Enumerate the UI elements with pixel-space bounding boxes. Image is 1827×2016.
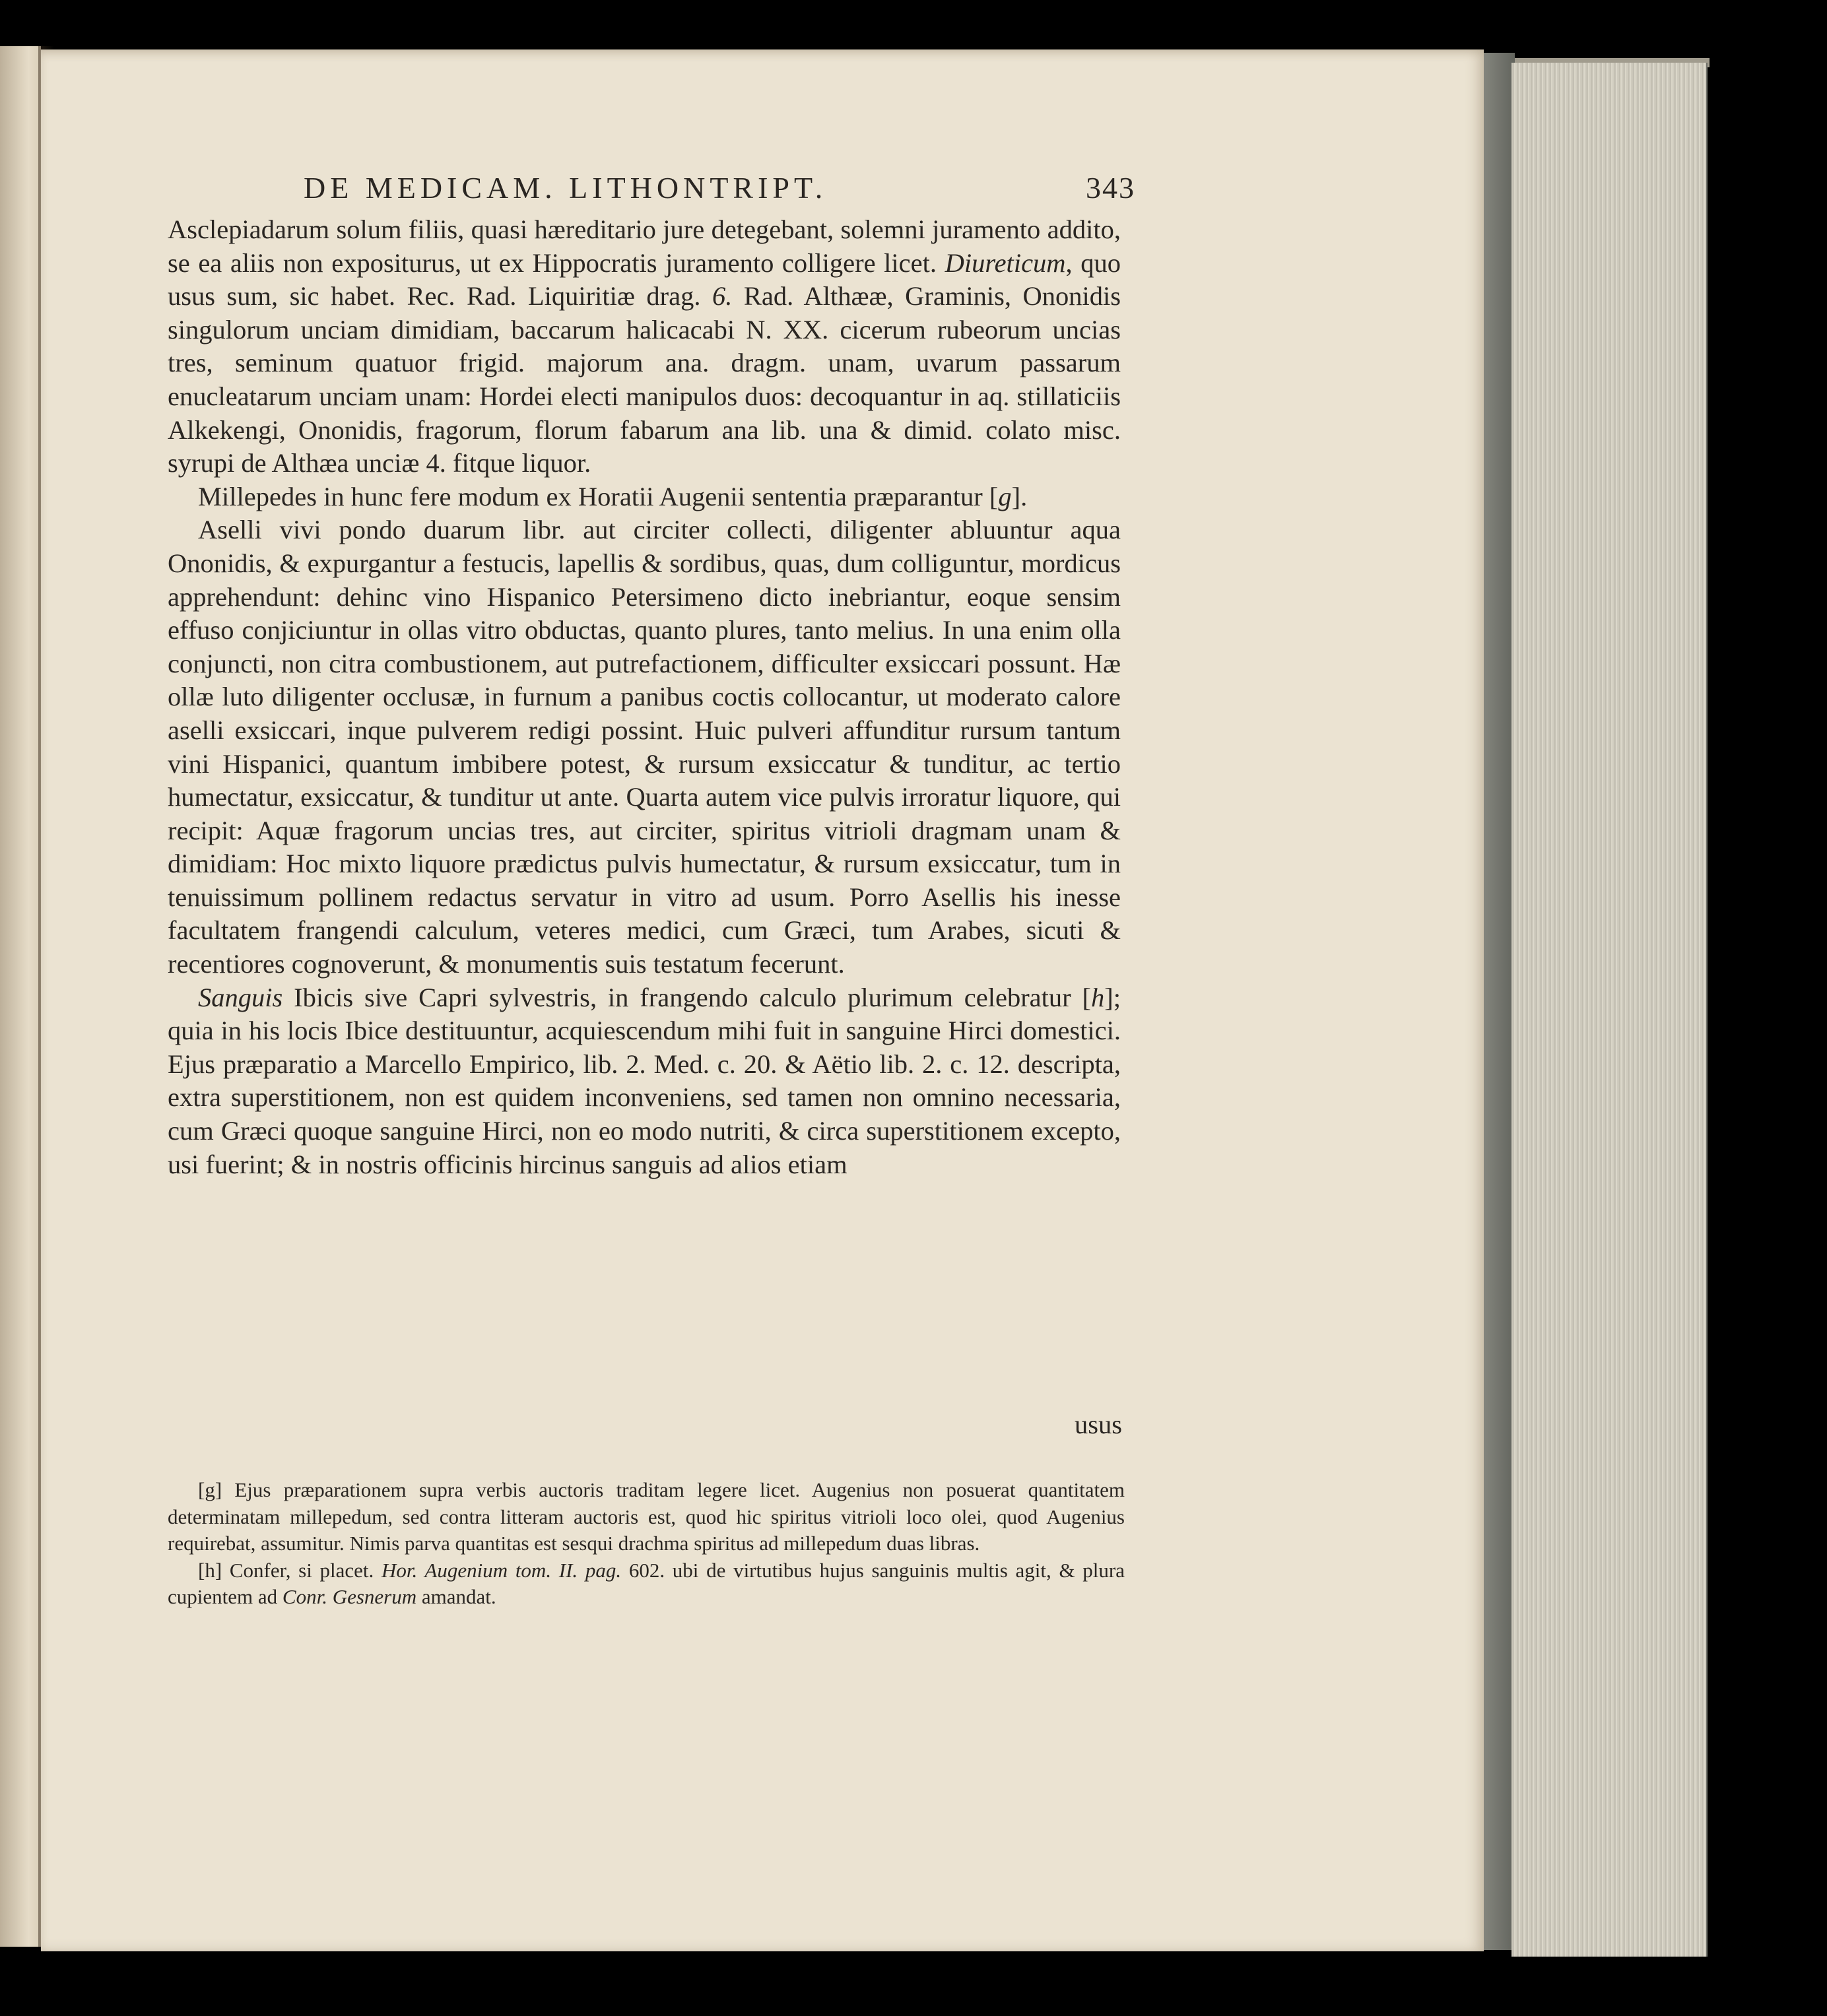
main-text xyxy=(168,213,1121,1181)
footnote-text: [g] Ejus præparationem supra verbis auctoris traditam legere licet. Augenius non posuerat quantitatem determinatam millepedum, sed contra litteram auctoris est, quod hic spiritus vitrioli loco olei, quod Augenius requirebat, assumitur. Nimis parva quantitas est sesqui drachma spiritus ad millepedum duas libras. xyxy=(168,1478,1125,1555)
text-run-italic: Sanguis xyxy=(198,982,283,1012)
footnote xyxy=(168,1477,1125,1557)
text-run: , quo usus sum, sic habet. Rec. Rad. Liquiritiæ drag. xyxy=(168,247,1121,311)
footnote-text: [h] Confer, si placet. xyxy=(198,1558,382,1582)
text-run: Millepedes in hunc fere modum ex Horatii Augenii sententia præparantur [ xyxy=(198,481,999,511)
paragraph xyxy=(168,513,1121,981)
text-run: Rad. Althææ, Graminis, Ononidis singulorum unciam dimidiam, baccarum halicacabi N. XX. cicerum rubeorum uncias tres, seminum quatuor frigid. majorum ana. dragm. unam, uvarum passarum enucleatarum unciam unam: Hordei electi manipulos duos: decoquantur in aq. stillaticiis Alkekengi, Ononidis, fragorum, florum fabarum ana lib. una & dimid. colato misc. syrupi de Althæa unciæ 4. fitque liquor. xyxy=(168,281,1121,478)
text-run: ]; quia in his locis Ibice destituuntur, acquiescendum mihi fuit in sanguine Hirci domestici. Ejus præparatio a Marcello Empirico, lib. 2. Med. c. 20. & Aëtio lib. 2. c. 12. descripta, extra superstitionem, non est quidem inconveniens, sed tamen non omnino necessaria, cum Græci quoque sanguine Hirci, non eo modo nutriti, & circa superstitionem excepto, usi fuerint; & in nostris officinis hircinus sanguis ad alios etiam xyxy=(168,982,1121,1179)
text-run: ]. xyxy=(1011,481,1028,511)
text-run-italic: 6. xyxy=(712,281,733,311)
footnote-ref-h: h xyxy=(1091,982,1105,1012)
text-run: Aselli vivi pondo duarum libr. aut circiter collecti, diligenter abluuntur aqua Ononidis, & expurgantur a festucis, lapellis & sordibus, quas, dum colliguntur, mordicus apprehendunt: dehinc vino Hispanico Petersimeno dicto inebriantur, eoque sensim effuso conjiciuntur in ollas vitro obductas, quanto plures, tanto melius. In una enim olla conjuncti, non citra combustionem, aut putrefactionem, difficulter exsiccari possunt. Hæ ollæ luto diligenter occlusæ, in furnum a panibus coctis collocantur, ut moderato calore aselli exsiccari, inque pulverem redigi possint. Huic pulveri affunditur rursum tantum vini Hispanici, quantum imbibere potest, & rursum exsiccatur & tunditur, ac tertio humectatur, exsiccatur, & tunditur ut ante. Quarta autem vice pulvis irroratur liquore, qui recipit: Aquæ fragorum uncias tres, aut circiter, spiritus vitrioli dragmam unam & dimidiam: Hoc mixto liquore prædictus pulvis humectatur, & rursum exsiccatur, tum in tenuissimum pollinem redactus servatur in vitro ad usum. Porro Asellis his inesse facultatem frangendi calculum, veteres medici, cum Græci, tum Arabes, sicuti & recentiores cognoverunt, & monumentis suis testatum fecerunt. xyxy=(168,515,1121,979)
paragraph xyxy=(168,480,1121,514)
facing-page-edge xyxy=(0,46,41,1947)
text-run: Asclepiadarum solum filiis, quasi hæreditario jure detegebant, solemni juramento addito, se ea aliis non expositurus, ut ex Hippocratis juramento colligere licet. xyxy=(168,214,1121,278)
paragraph xyxy=(168,213,1121,480)
running-title: DE MEDICAM. LITHONTRIPT. xyxy=(304,171,828,205)
page-number: 343 xyxy=(1086,171,1135,205)
catchword: usus xyxy=(1074,1410,1122,1439)
footnotes xyxy=(168,1477,1125,1611)
text-run: Ibicis sive Capri sylvestris, in frangendo calculo plurimum celebratur [ xyxy=(282,982,1091,1012)
footnote-text-italic: Conr. Gesnerum xyxy=(282,1585,417,1608)
paragraph xyxy=(168,981,1121,1182)
footnote-text: 602. ubi de virtutibus hujus sanguinis multis agit, & plura cupientem ad xyxy=(168,1558,1125,1608)
footnote-text-italic: Hor. Augenium tom. II. pag. xyxy=(382,1558,622,1582)
text-run-italic: Diureticum xyxy=(945,247,1066,278)
footnote xyxy=(168,1557,1125,1611)
footnote-ref-g: g xyxy=(998,481,1012,511)
footnote-text: amandat. xyxy=(416,1585,496,1608)
page-block-edges xyxy=(1511,63,1708,1957)
page-header xyxy=(304,170,1135,210)
